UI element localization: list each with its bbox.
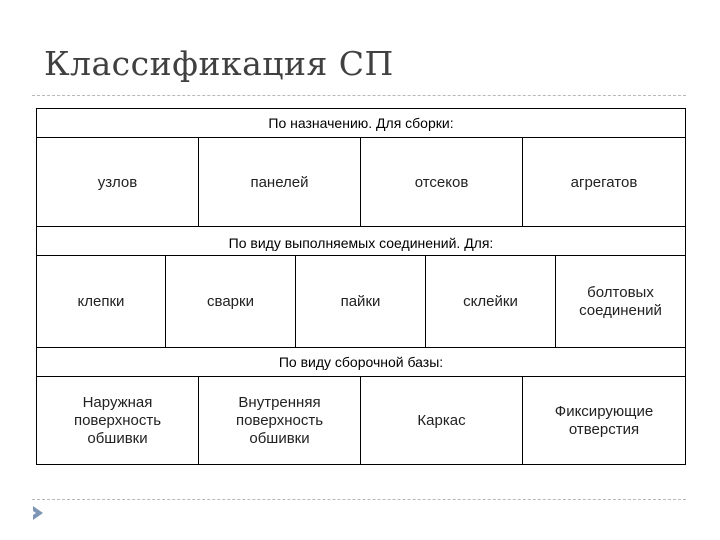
purpose-item-nodes: узлов [36, 137, 199, 227]
joint-item-bolted: болтовых соединений [555, 255, 686, 348]
top-divider [32, 95, 686, 96]
base-item-frame: Каркас [360, 376, 523, 465]
base-item-fixing-holes: Фиксирующие отверстия [522, 376, 686, 465]
base-item-inner-skin: Внутренняя поверхность обшивки [198, 376, 361, 465]
joint-item-rivets: клепки [36, 255, 166, 348]
joint-item-soldering: пайки [295, 255, 426, 348]
triangle-bullet-icon [33, 506, 43, 520]
purpose-item-panels: панелей [198, 137, 361, 227]
purpose-item-units: агрегатов [522, 137, 686, 227]
section-heading-base: По виду сборочной базы: [36, 347, 686, 377]
base-item-outer-skin: Наружная поверхность обшивки [36, 376, 199, 465]
section-heading-joints: По виду выполняемых соединений. Для: [36, 226, 686, 256]
slide-title: Классификация СП [44, 44, 394, 83]
joint-item-gluing: склейки [425, 255, 556, 348]
bottom-divider [32, 499, 686, 500]
joint-item-welding: сварки [165, 255, 296, 348]
section-heading-purpose: По назначению. Для сборки: [36, 108, 686, 138]
purpose-item-compartments: отсеков [360, 137, 523, 227]
